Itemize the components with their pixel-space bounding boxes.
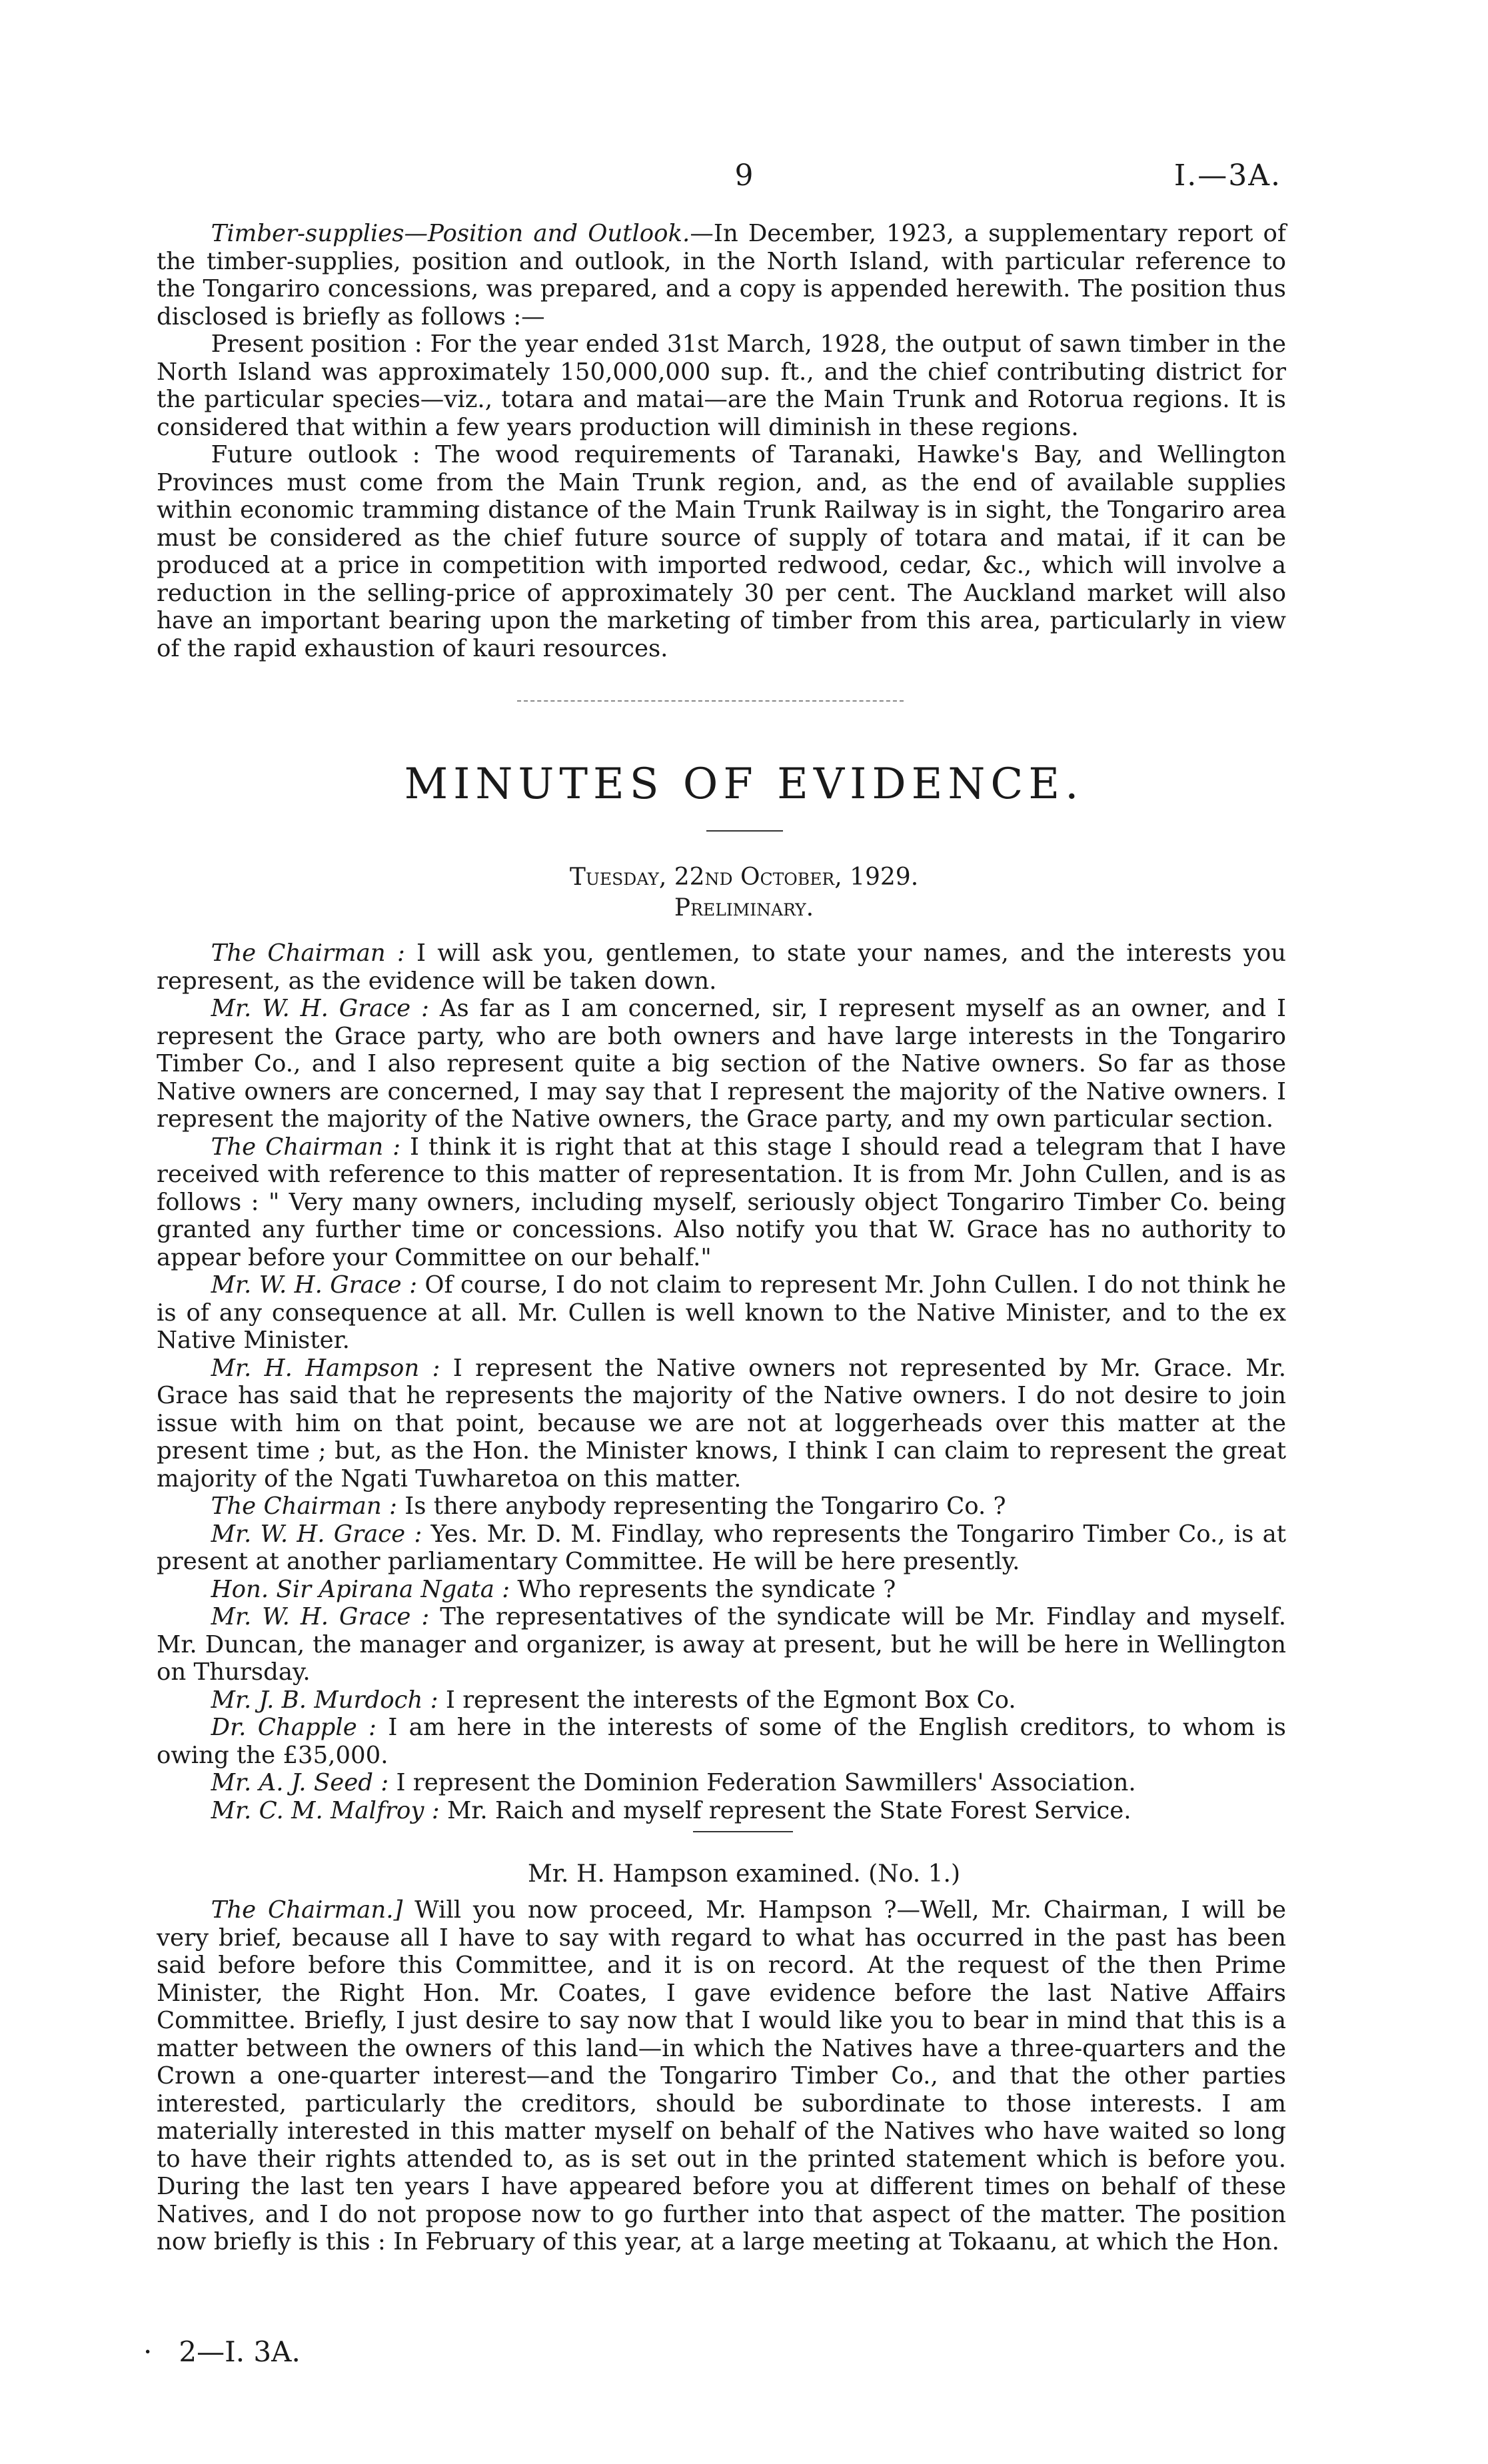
speech-text: I represent the Dominion Federation Sawmillers' Association.: [388, 1769, 1136, 1796]
title-underline: [706, 830, 783, 832]
signature-text: 2—I. 3A.: [179, 2335, 301, 2368]
minute-entry: [157, 1714, 1286, 1769]
speaker-name: Mr. W. H. Grace :: [211, 995, 430, 1022]
speech-text: I represent the interests of the Egmont Box Co.: [438, 1686, 1016, 1714]
speaker-name: The Chairman :: [211, 939, 405, 967]
speech-text: I am here in the interests of some of the English creditors, to whom is owing the £35,000.: [157, 1714, 1286, 1769]
speech-text: As far as I am concerned, sir, I represent myself as an owner, and I represent the Grace party, who are both owners and have large interests in the Tongariro Timber Co., and I also represent quite a big section of the Native owners. So far as those Native owners are concerned, I may say that I represent the majority of the Native owners. I represent the majority of the Native owners, the Grace party, and my own particular section.: [157, 995, 1286, 1133]
section-title: MINUTES OF EVIDENCE.: [404, 760, 1084, 809]
intro-paragraph: [157, 441, 1286, 662]
minute-entry: [157, 1686, 1286, 1714]
minute-entry: [157, 1576, 1286, 1604]
minute-entry: [157, 1603, 1286, 1686]
examination-heading: Mr. H. Hampson examined. (No. 1.): [527, 1860, 961, 1888]
minute-entry: [157, 1797, 1286, 1825]
signature-bullet: ·: [143, 2335, 179, 2368]
speech-text: Yes. Mr. D. M. Findlay, who represents the Tongariro Timber Co., is at present at another parliamentary Committee. He will be here presently.: [157, 1520, 1286, 1575]
speech-text: The representatives of the syndicate will be Mr. Findlay and myself. Mr. Duncan, the manager and organizer, is away at present, but he will be here in Wellington on Thursday.: [157, 1603, 1286, 1686]
session-date: Tuesday, 22nd October, 1929.: [569, 864, 919, 891]
speech-text: Will you now proceed, Mr. Hampson ?—Well, Mr. Chairman, I will be very brief, because all I have to say with regard to what has occurred in the past has been said before before this Committee, and it is on record. At the request of the then Prime Minister, the Right Hon. Mr. Coates, I gave evidence before the last Native Affairs Committee. Briefly, I just desire to say now that I would like you to bear in mind that this is a matter between the owners of this land—in which the Natives have a three-quarters and the Crown a one-quarter interest—and the Tongariro Timber Co., and that the other parties interested, particularly the creditors, should be subordinate to those interests. I am materially interested in this matter myself on behalf of the Natives who have waited so long to have their rights attended to, as is set out in the printed statement which is before you. During the last ten years I have appeared before you at different times on behalf of these Natives, and I do not propose now to go further into that aspect of the matter. The position now briefly is this : In February of this year, at a large meeting at Tokaanu, at which the Hon.: [157, 1896, 1286, 2255]
intro-lead: Timber-supplies—Position and Outlook.: [211, 220, 690, 247]
speech-text: Mr. Raich and myself represent the State Forest Service.: [439, 1796, 1131, 1824]
intro-text: —In December, 1923, a supplementary report of the timber-supplies, position and outlook, in the North Island, with particular reference to the Tongariro concessions, was prepared, and a copy is appended herewith. The position thus disclosed is briefly as follows :—: [157, 220, 1286, 330]
intro-text: Future outlook : The wood requirements of Taranaki, Hawke's Bay, and Wellington Provinces must come from the Main Trunk region, and, as the end of available supplies within economic tramming distance of the Main Trunk Railway is in sight, the Tongariro area must be considered as the chief future source of supply of totara and matai, if it can be produced at a price in competition with imported redwood, cedar, &c., which will involve a reduction in the selling-price of approximately 30 per cent. The Auckland market will also have an important bearing upon the marketing of timber from this area, particularly in view of the rapid exhaustion of kauri resources.: [157, 441, 1286, 662]
speaker-name: Mr. A. J. Seed :: [211, 1769, 389, 1796]
minute-entry: [157, 1271, 1286, 1355]
signature-mark: [143, 2335, 301, 2368]
examination-entry: [157, 1896, 1286, 2256]
minute-entry: [157, 995, 1286, 1133]
speaker-name: Hon. Sir Apirana Ngata :: [211, 1575, 510, 1603]
page-number: 9: [734, 159, 754, 193]
minute-entry: [157, 1769, 1286, 1797]
speech-text: I will ask you, gentlemen, to state your names, and the interests you represent, as the evidence will be taken down.: [157, 939, 1286, 995]
intro-text: Present position : For the year ended 31st March, 1928, the output of sawn timber in the North Island was approximately 150,000,000 sup. ft., and the chief contributing district for the particular species—viz., totara and matai—are the Main Trunk and Rotorua regions. It is considered that within a few years production will diminish in these regions.: [157, 330, 1286, 441]
minute-entry: [157, 939, 1286, 995]
speaker-name: Mr. W. H. Grace :: [211, 1271, 418, 1299]
minute-entry: [157, 1355, 1286, 1493]
intro-paragraph: [157, 330, 1286, 441]
speaker-name: Dr. Chapple :: [211, 1714, 377, 1741]
speaker-name: The Chairman :: [211, 1493, 397, 1520]
speech-text: Of course, I do not claim to represent Mr. John Cullen. I do not think he is of any consequence at all. Mr. Cullen is well known to the Native Minister, and to the ex Native Minister.: [157, 1271, 1286, 1354]
speaker-name: Mr. W. H. Grace :: [211, 1603, 430, 1630]
speaker-name: Mr. C. M. Malfroy :: [211, 1796, 440, 1824]
examination-divider: [693, 1831, 793, 1832]
speaker-name: The Chairman.]: [211, 1896, 403, 1924]
minute-entry: [157, 1133, 1286, 1272]
speaker-name: Mr. H. Hampson :: [211, 1354, 440, 1382]
speech-text: Is there anybody representing the Tongariro Co. ?: [396, 1493, 1006, 1520]
section-divider: [517, 700, 904, 702]
intro-paragraph: [157, 220, 1286, 330]
document-reference: I.—3A.: [1173, 159, 1281, 193]
speech-text: I think it is right that at this stage I should read a telegram that I have received with reference to this matter of representation. It is from Mr. John Cullen, and is as follows : " Very many owners, including myself, seriously object Tongariro Timber Co. being granted any further time or concessions. Also notify you that W. Grace has no authority to appear before your Committee on our behalf.": [157, 1133, 1286, 1271]
speech-text: I represent the Native owners not represented by Mr. Grace. Mr. Grace has said that he represents the majority of the Native owners. I do not desire to join issue with him on that point, because we are not at loggerheads over this matter at the present time ; but, as the Hon. the Minister knows, I think I can claim to represent the great majority of the Ngati Tuwharetoa on this matter.: [157, 1354, 1286, 1493]
speaker-name: Mr. J. B. Murdoch :: [211, 1686, 438, 1714]
minute-entry: [157, 1521, 1286, 1576]
intro-section: [157, 220, 1286, 662]
minute-entry: [157, 1493, 1286, 1521]
speaker-name: The Chairman :: [211, 1133, 401, 1161]
speaker-name: Mr. W. H. Grace :: [211, 1520, 422, 1548]
examination-section: [157, 1896, 1286, 2256]
session-label: Preliminary.: [674, 894, 814, 922]
speech-text: Who represents the syndicate ?: [510, 1575, 896, 1603]
minutes-section: [157, 939, 1286, 1824]
